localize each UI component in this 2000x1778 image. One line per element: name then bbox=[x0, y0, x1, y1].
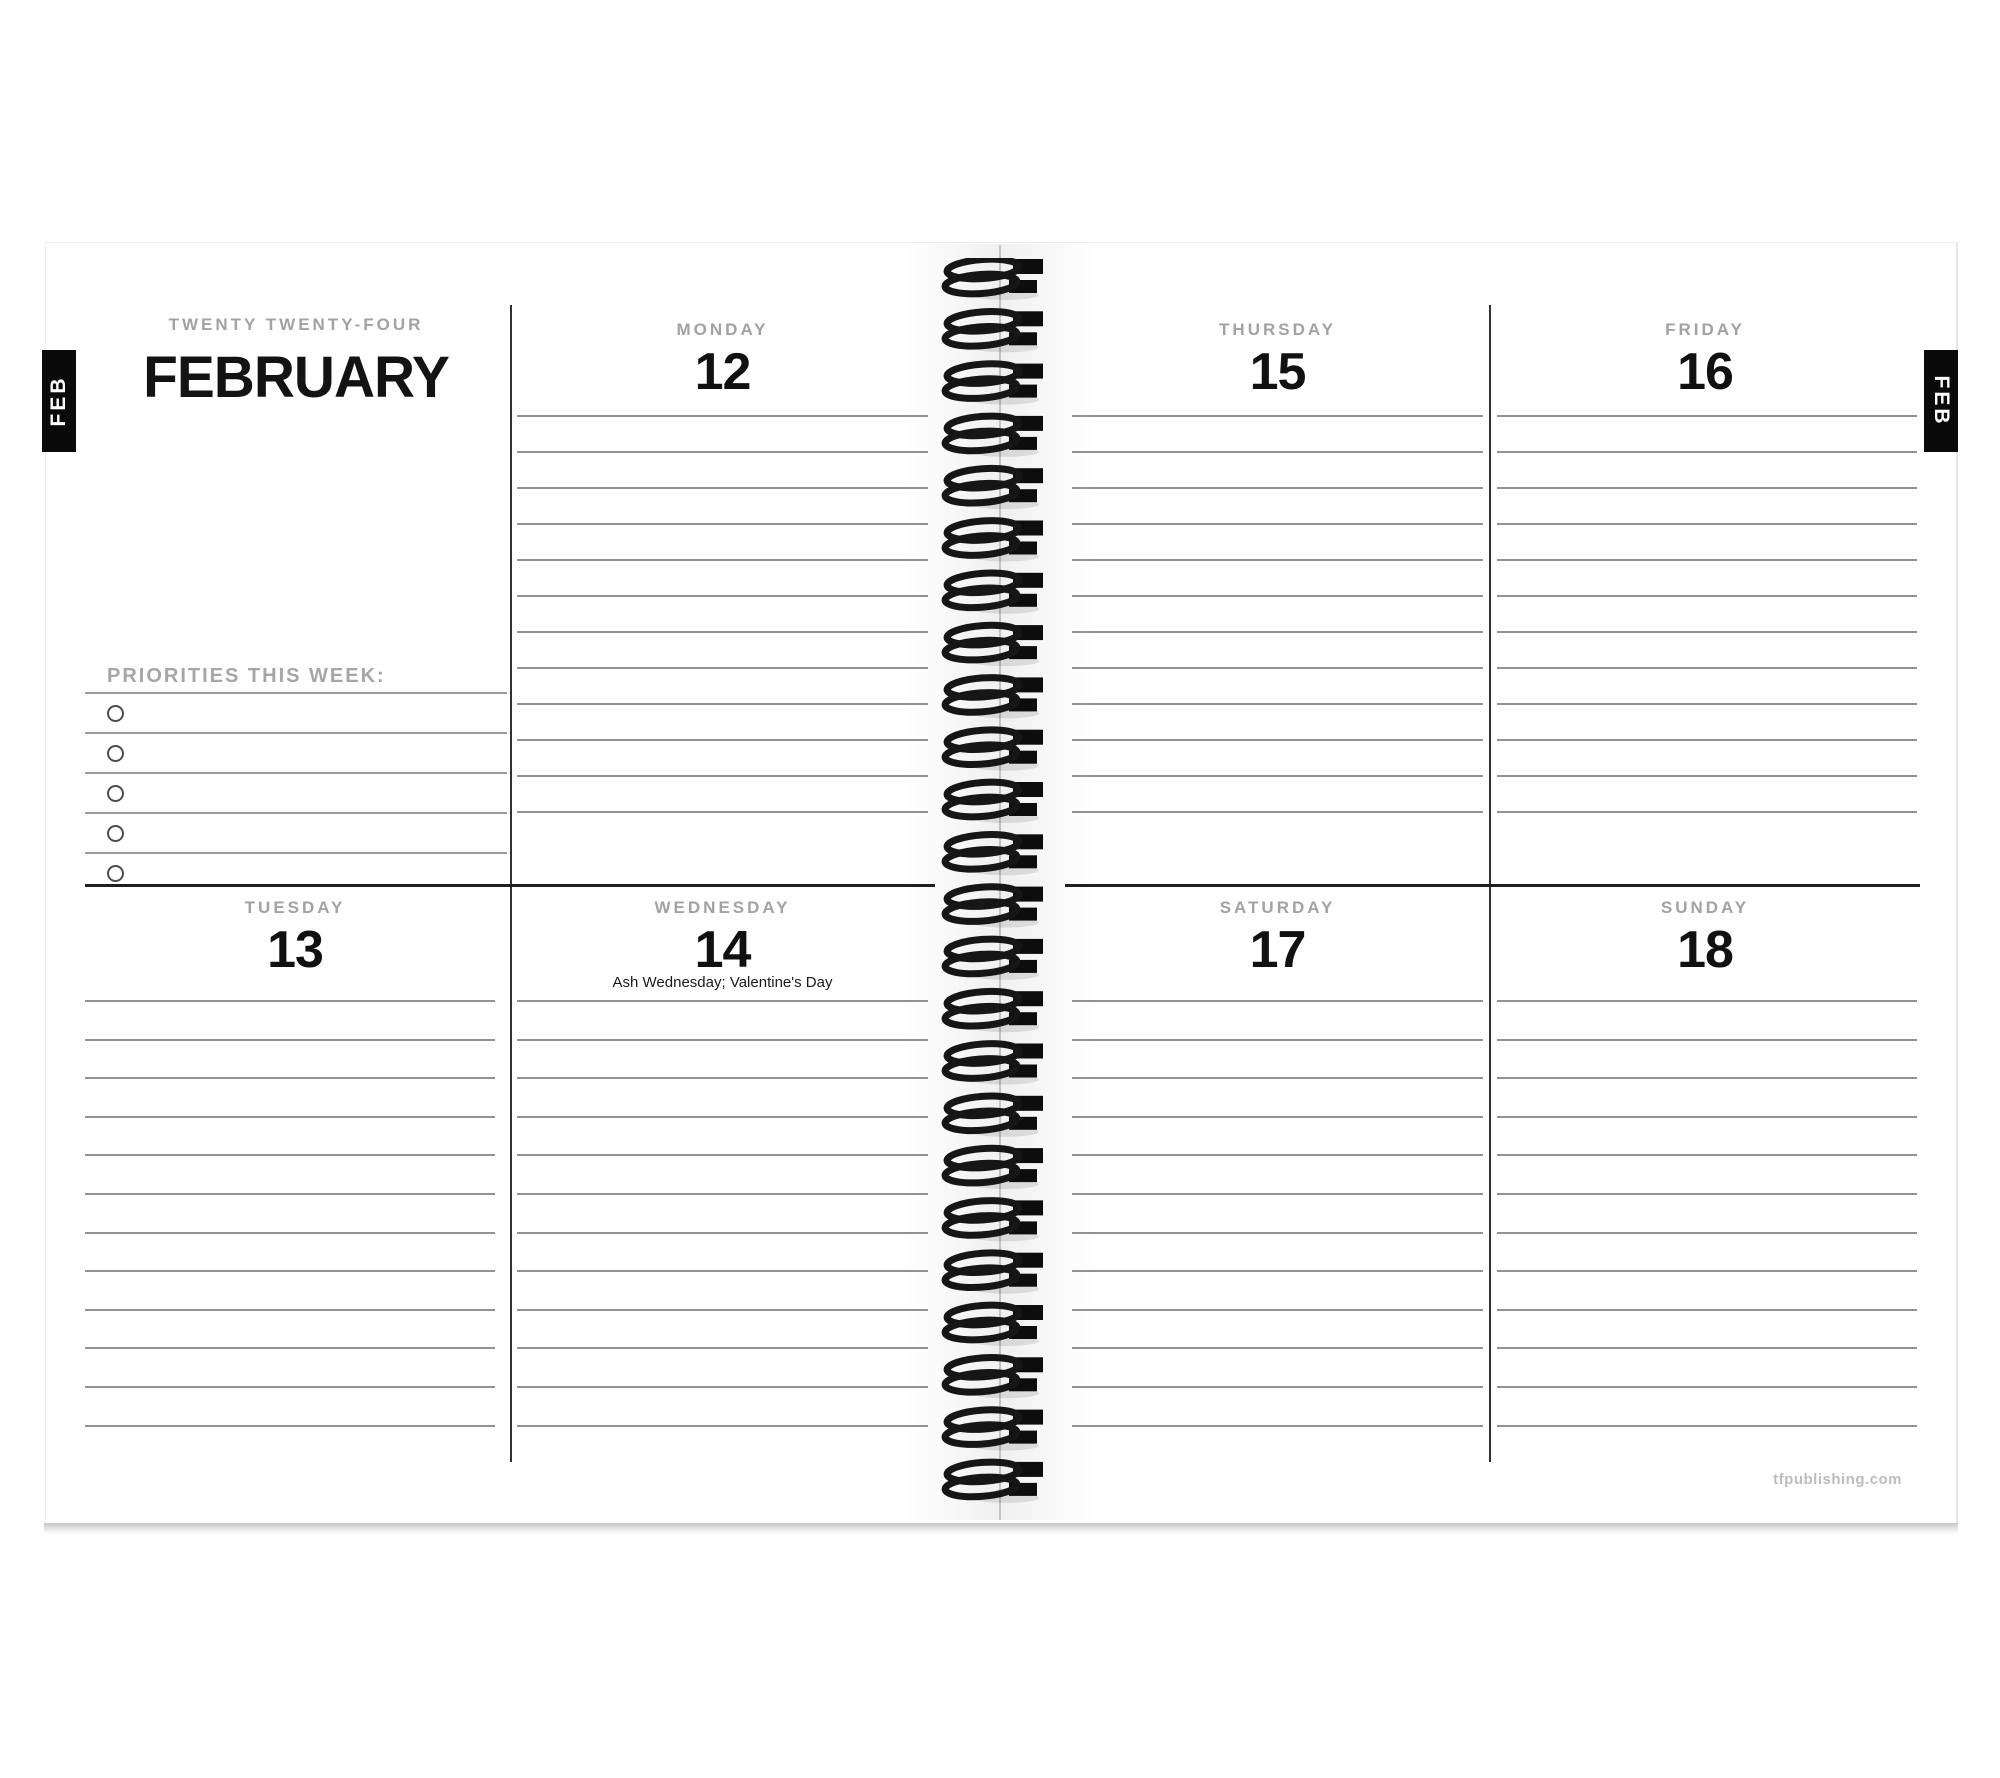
writing-line bbox=[517, 775, 928, 777]
writing-line bbox=[85, 1309, 495, 1311]
writing-line bbox=[1072, 1270, 1483, 1272]
section-divider-left-page bbox=[85, 884, 935, 887]
month-title: FEBRUARY bbox=[143, 345, 449, 410]
writing-line bbox=[1497, 415, 1917, 417]
writing-line bbox=[1497, 1386, 1917, 1388]
priority-circle-icon bbox=[107, 865, 124, 882]
writing-line bbox=[1497, 703, 1917, 705]
writing-line bbox=[1072, 559, 1483, 561]
writing-line bbox=[517, 1386, 928, 1388]
writing-line bbox=[85, 1116, 495, 1118]
writing-line bbox=[1497, 1077, 1917, 1079]
writing-line bbox=[1497, 1116, 1917, 1118]
writing-line bbox=[517, 1270, 928, 1272]
writing-line bbox=[85, 1077, 495, 1079]
spiral-binding bbox=[935, 258, 1065, 1518]
writing-line bbox=[1497, 631, 1917, 633]
writing-line bbox=[1072, 1039, 1483, 1041]
writing-line bbox=[1072, 595, 1483, 597]
writing-line bbox=[517, 631, 928, 633]
writing-line bbox=[1497, 595, 1917, 597]
writing-line bbox=[1072, 1232, 1483, 1234]
priority-row bbox=[85, 814, 507, 854]
day-name: WEDNESDAY bbox=[654, 898, 791, 917]
day-name: THURSDAY bbox=[1219, 320, 1336, 339]
priorities-title: PRIORITIES THIS WEEK: bbox=[107, 665, 386, 687]
writing-line bbox=[1072, 775, 1483, 777]
writing-line bbox=[1497, 451, 1917, 453]
day-name: MONDAY bbox=[676, 320, 769, 339]
publisher-url: tfpublishing.com bbox=[1773, 1471, 1902, 1488]
writing-line bbox=[85, 1000, 495, 1002]
priority-circle-icon bbox=[107, 745, 124, 762]
priority-circle-icon bbox=[107, 705, 124, 722]
writing-line bbox=[1497, 811, 1917, 813]
writing-line bbox=[517, 595, 928, 597]
writing-line bbox=[85, 1386, 495, 1388]
day-name: SATURDAY bbox=[1219, 898, 1336, 917]
writing-line bbox=[517, 559, 928, 561]
writing-line bbox=[517, 451, 928, 453]
section-divider-right-page bbox=[1065, 884, 1920, 887]
writing-line bbox=[1497, 775, 1917, 777]
priorities-list bbox=[85, 694, 507, 884]
writing-line bbox=[85, 1193, 495, 1195]
writing-line bbox=[1072, 1309, 1483, 1311]
priority-circle-icon bbox=[107, 785, 124, 802]
writing-line bbox=[517, 1000, 928, 1002]
writing-line bbox=[517, 1232, 928, 1234]
writing-line bbox=[517, 1039, 928, 1041]
writing-line bbox=[85, 1039, 495, 1041]
day-date: 13 bbox=[267, 921, 323, 979]
day-date: 14 bbox=[694, 921, 751, 979]
day-name: SUNDAY bbox=[1660, 898, 1750, 917]
writing-line bbox=[1497, 1270, 1917, 1272]
writing-line bbox=[1497, 1309, 1917, 1311]
writing-line bbox=[1072, 451, 1483, 453]
writing-line bbox=[1497, 1000, 1917, 1002]
month-tab-right bbox=[1924, 350, 1958, 452]
writing-line bbox=[1497, 487, 1917, 489]
writing-line bbox=[1497, 1425, 1917, 1427]
writing-line bbox=[85, 1270, 495, 1272]
writing-line bbox=[517, 703, 928, 705]
writing-line bbox=[1497, 1154, 1917, 1156]
writing-line bbox=[1072, 1193, 1483, 1195]
writing-line bbox=[1072, 703, 1483, 705]
writing-line bbox=[517, 1425, 928, 1427]
day-holiday-note: Ash Wednesday; Valentine's Day bbox=[612, 974, 833, 991]
writing-line bbox=[1072, 811, 1483, 813]
writing-line bbox=[1072, 1000, 1483, 1002]
writing-line bbox=[517, 1077, 928, 1079]
writing-line bbox=[1497, 739, 1917, 741]
writing-line bbox=[517, 1309, 928, 1311]
writing-line bbox=[517, 487, 928, 489]
month-tab-label: FEB bbox=[1930, 375, 1953, 427]
writing-line bbox=[517, 415, 928, 417]
day-date: 16 bbox=[1677, 343, 1733, 401]
writing-line bbox=[1072, 487, 1483, 489]
writing-line bbox=[1072, 523, 1483, 525]
day-name: TUESDAY bbox=[244, 898, 346, 917]
writing-line bbox=[85, 1154, 495, 1156]
writing-line bbox=[517, 739, 928, 741]
writing-line bbox=[1072, 1386, 1483, 1388]
writing-line bbox=[1072, 1347, 1483, 1349]
writing-line bbox=[517, 1347, 928, 1349]
writing-line bbox=[1072, 739, 1483, 741]
day-date: 18 bbox=[1677, 921, 1733, 979]
priority-row bbox=[85, 774, 507, 814]
writing-line bbox=[85, 1232, 495, 1234]
writing-line bbox=[1497, 667, 1917, 669]
month-tab-label: FEB bbox=[47, 375, 70, 427]
writing-line bbox=[517, 1154, 928, 1156]
month-tab-left bbox=[42, 350, 76, 452]
writing-line bbox=[1497, 523, 1917, 525]
priority-row bbox=[85, 694, 507, 734]
writing-line bbox=[1497, 559, 1917, 561]
writing-line bbox=[1072, 631, 1483, 633]
writing-line bbox=[1072, 1077, 1483, 1079]
priority-row bbox=[85, 734, 507, 774]
priority-circle-icon bbox=[107, 825, 124, 842]
writing-line bbox=[1072, 1154, 1483, 1156]
writing-line bbox=[1072, 1116, 1483, 1118]
writing-line bbox=[517, 1116, 928, 1118]
day-date: 17 bbox=[1249, 921, 1306, 979]
writing-line bbox=[1497, 1193, 1917, 1195]
year-label: TWENTY TWENTY-FOUR bbox=[168, 315, 424, 334]
writing-line bbox=[1072, 415, 1483, 417]
day-date: 15 bbox=[1249, 343, 1306, 401]
writing-line bbox=[1072, 667, 1483, 669]
writing-line bbox=[1497, 1347, 1917, 1349]
writing-line bbox=[517, 1193, 928, 1195]
writing-line bbox=[517, 811, 928, 813]
writing-line bbox=[517, 667, 928, 669]
writing-line bbox=[1497, 1232, 1917, 1234]
writing-line bbox=[85, 1425, 495, 1427]
day-date: 12 bbox=[694, 343, 751, 401]
writing-line bbox=[517, 523, 928, 525]
writing-line bbox=[85, 1347, 495, 1349]
day-name: FRIDAY bbox=[1665, 320, 1745, 339]
writing-line bbox=[1497, 1039, 1917, 1041]
writing-line bbox=[1072, 1425, 1483, 1427]
